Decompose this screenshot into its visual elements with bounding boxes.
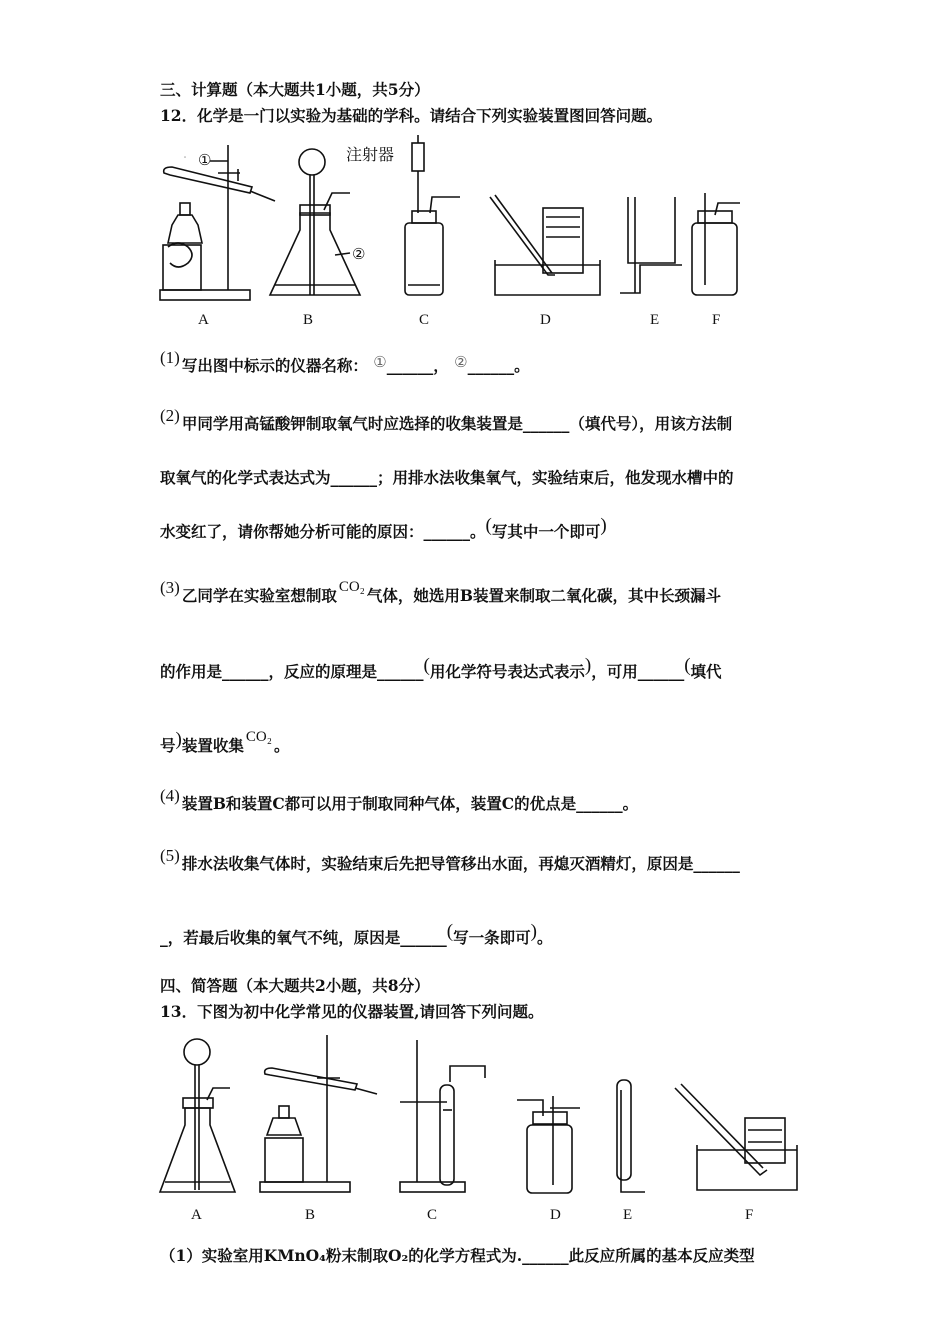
q12-part3-text-a: 乙同学在实验室想制取 bbox=[181, 586, 337, 605]
q13-apparatus-figure bbox=[155, 1030, 805, 1200]
q12-part5-line2-a: _，若最后收集的氧气不纯，原因是______ bbox=[160, 928, 447, 947]
svg-text:①: ① bbox=[198, 153, 212, 169]
q12-part5-line2-c: 。 bbox=[536, 928, 553, 947]
q12-part3-line3-a: 号 bbox=[160, 736, 176, 755]
fig1-label-F: F bbox=[712, 312, 721, 328]
apparatus-E bbox=[620, 197, 682, 293]
q13-part1: （1）实验室用KMnO₄粉末制取O₂的化学方程式为.______此反应所属的基本反应类型 bbox=[160, 1246, 755, 1265]
q12-part3-line3: 号)装置收集 CO₂ 。 bbox=[160, 729, 290, 755]
fig1-label-B: B bbox=[303, 312, 314, 328]
fig2-label-F: F bbox=[745, 1207, 754, 1223]
fig2-label-E: E bbox=[623, 1207, 633, 1223]
q12-stem: 12．化学是一门以实验为基础的学科。请结合下列实验装置图回答问题。 bbox=[160, 106, 663, 125]
q12-part1-text-a: 写出图中标示的仪器名称： bbox=[181, 356, 368, 375]
co2-formula: CO₂ bbox=[338, 579, 365, 595]
apparatus-C bbox=[405, 135, 460, 295]
q12-part4-num: (4) bbox=[160, 786, 180, 805]
q12-part3-line2-d: 填代 bbox=[690, 662, 722, 681]
syringe-label: 注射器 bbox=[346, 147, 395, 164]
q12-part2-line1 bbox=[160, 406, 733, 434]
q12-part2-line3: 水变红了，请你帮她分析可能的原因：______。(写其中一个即可) bbox=[160, 515, 607, 541]
q12-part2-num: (2) bbox=[160, 406, 180, 425]
q12-part5-line2: _，若最后收集的氧气不纯，原因是______(写一条即可)。 bbox=[160, 921, 553, 947]
fig1-label-D: D bbox=[540, 312, 551, 328]
q12-part5-line1 bbox=[160, 846, 740, 874]
q12-part3-num: (3) bbox=[160, 578, 180, 597]
q12-part3-line2: 的作用是______，反应的原理是______(用化学符号表达式表示)，可用______(填代 bbox=[160, 655, 722, 681]
fig1-label-E: E bbox=[650, 312, 660, 328]
q12-apparatus-figure bbox=[150, 135, 750, 310]
q12-part3-line3-b: 装置收集 bbox=[181, 736, 244, 755]
q12-part3-text-b: 气体，她选用B装置来制取二氧化碳，其中长颈漏斗 bbox=[366, 586, 722, 605]
apparatus2-F bbox=[675, 1084, 797, 1190]
q12-part2-line3-text: 水变红了，请你帮她分析可能的原因：______。 bbox=[160, 522, 486, 541]
q12-part3-hint: 用化学符号表达式表示 bbox=[429, 662, 585, 681]
q12-part3-line1 bbox=[160, 578, 722, 606]
q12-part5-hint: 写一条即可 bbox=[453, 928, 531, 947]
q12-part1 bbox=[160, 348, 530, 376]
apparatus-F bbox=[692, 193, 740, 295]
q12-part2-hint: 写其中一个即可 bbox=[491, 522, 601, 541]
apparatus2-B bbox=[260, 1035, 377, 1192]
q12-part5-line1-text: 排水法收集气体时，实验结束后先把导管移出水面，再熄灭酒精灯，原因是______ bbox=[181, 854, 740, 873]
q12-part1-marker1: ① bbox=[373, 353, 387, 371]
fig2-label-D: D bbox=[550, 1207, 561, 1223]
q12-part3-line2-c: ，可用______ bbox=[591, 662, 685, 681]
q12-part5-num: (5) bbox=[160, 846, 180, 865]
q12-part1-text-b: ______， bbox=[386, 356, 449, 375]
section3-heading: 三、计算题（本大题共1小题，共5分） bbox=[160, 80, 430, 99]
q12-part4 bbox=[160, 786, 639, 814]
apparatus2-C bbox=[400, 1040, 485, 1192]
q12-part2-line2: 取氧气的化学式表达式为______；用排水法收集氧气，实验结束后，他发现水槽中的 bbox=[160, 468, 734, 487]
apparatus-A bbox=[160, 145, 275, 300]
svg-text:②: ② bbox=[352, 247, 366, 263]
q13-stem: 13．下图为初中化学常见的仪器装置,请回答下列问题。 bbox=[160, 1002, 544, 1021]
apparatus2-E bbox=[617, 1080, 645, 1192]
fig2-label-B: B bbox=[305, 1207, 316, 1223]
q12-part1-num: (1) bbox=[160, 348, 180, 367]
q12-part3-line3-c: 。 bbox=[273, 736, 290, 755]
apparatus-B bbox=[270, 149, 365, 295]
q12-part2-line1-text: 甲同学用高锰酸钾制取氧气时应选择的收集装置是______（填代号），用该方法制 bbox=[181, 414, 733, 433]
fig2-label-C: C bbox=[427, 1207, 438, 1223]
fig1-label-C: C bbox=[419, 312, 430, 328]
apparatus-D bbox=[490, 195, 600, 295]
q12-part4-text: 装置B和装置C都可以用于制取同种气体，装置C的优点是______。 bbox=[181, 794, 639, 813]
q12-part1-text-c: ______。 bbox=[467, 356, 530, 375]
apparatus2-A bbox=[160, 1039, 235, 1192]
fig2-label-A: A bbox=[191, 1207, 202, 1223]
apparatus2-D bbox=[517, 1096, 580, 1193]
co2-formula: CO₂ bbox=[245, 729, 272, 745]
q12-part3-line2-a: 的作用是______，反应的原理是______ bbox=[160, 662, 424, 681]
section4-heading: 四、简答题（本大题共2小题，共8分） bbox=[160, 976, 430, 995]
fig1-label-A: A bbox=[198, 312, 209, 328]
q12-part1-marker2: ② bbox=[454, 353, 468, 371]
